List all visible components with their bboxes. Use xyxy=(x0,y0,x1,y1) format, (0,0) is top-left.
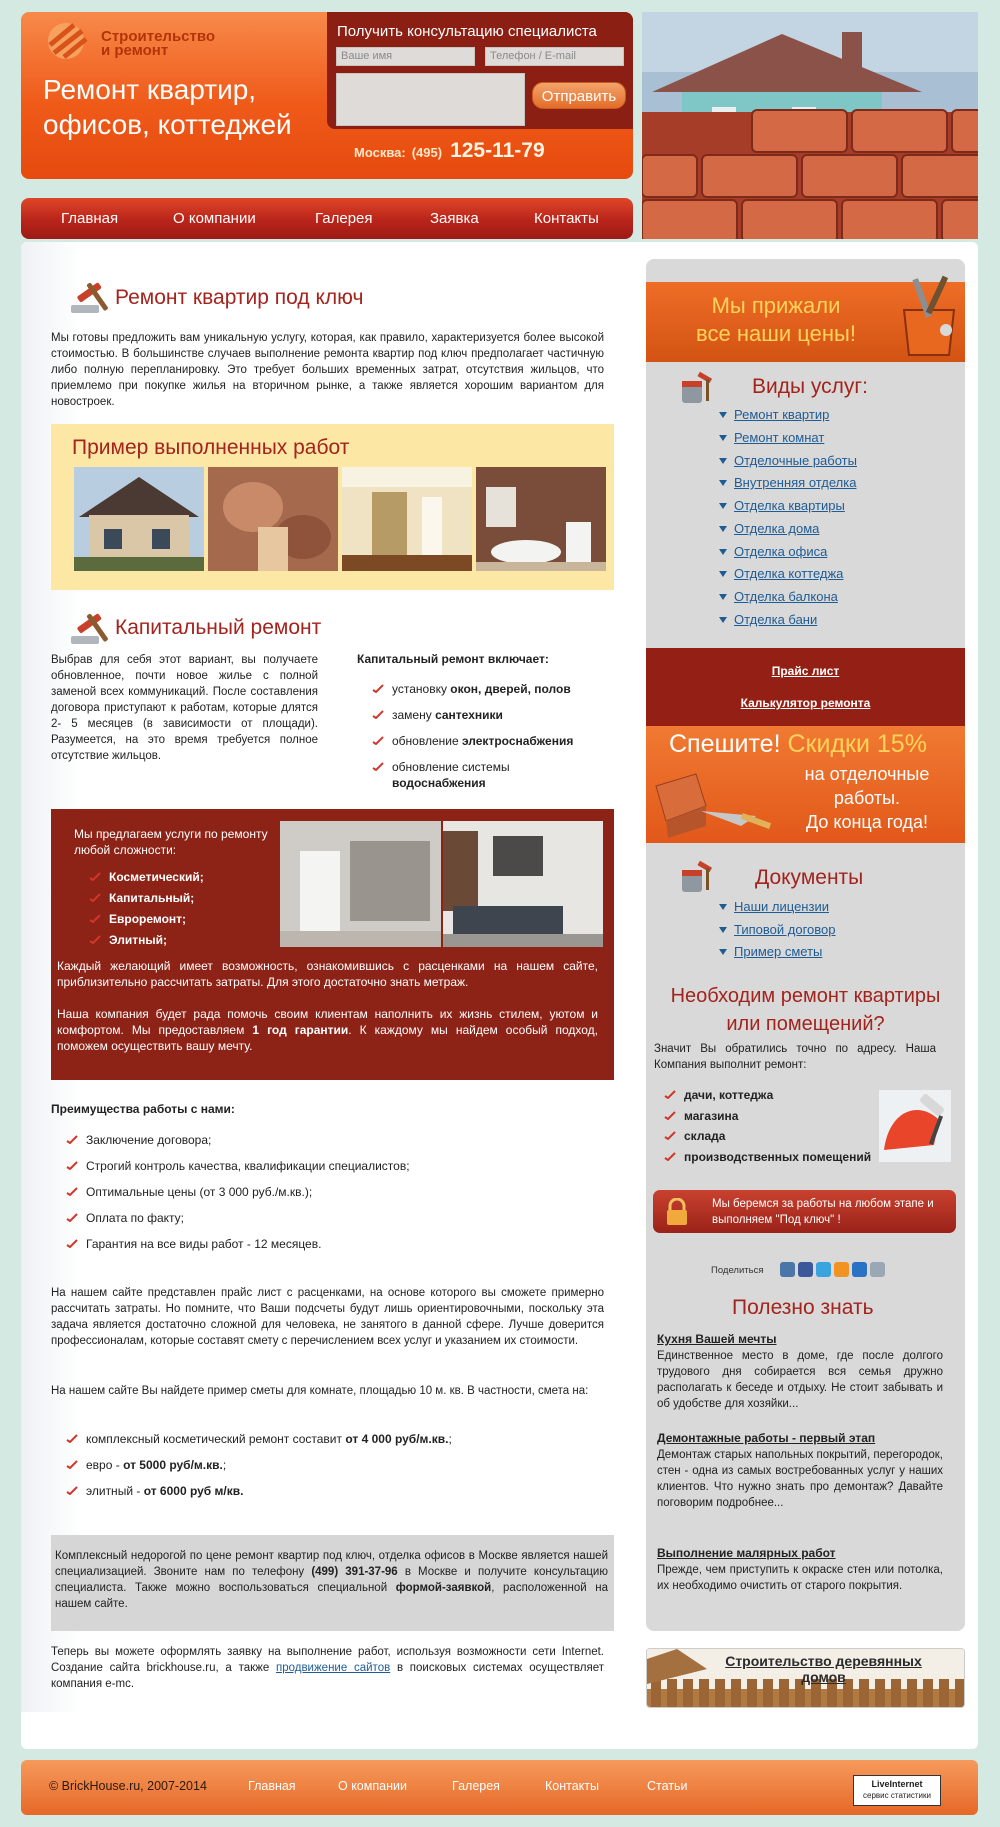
arrow-down-icon xyxy=(719,617,727,623)
list-item: Евроремонт; xyxy=(89,911,186,927)
mailru-icon[interactable] xyxy=(852,1262,867,1277)
check-icon xyxy=(372,762,384,771)
phone-contact xyxy=(354,139,545,163)
list-item: евро - от 5000 руб/м.кв.; xyxy=(66,1457,226,1473)
documents-title: Документы xyxy=(755,866,864,889)
liveinternet-counter[interactable]: LiveInternet сервис статистики xyxy=(853,1775,941,1806)
logo-line-2: и ремонт xyxy=(101,42,169,59)
examples-block xyxy=(51,424,614,590)
example-house-photo[interactable] xyxy=(74,467,204,571)
final-text: Теперь вы можете оформлять заявку на выполнение работ, используя возможности сети Internet. Создание сайта brickhouse.ru, а также продвижение сайтов в поисковых системах осуществляет компания e-mc. xyxy=(51,1646,604,1690)
nav-about[interactable]: О компании xyxy=(173,210,256,227)
arrow-down-icon xyxy=(719,412,727,418)
article-title[interactable]: Выполнение малярных работ xyxy=(657,1546,836,1560)
service-link[interactable]: Отделка балкона xyxy=(734,589,838,604)
check-icon xyxy=(66,1239,78,1248)
share-label: Поделиться xyxy=(711,1265,764,1276)
nav-gallery[interactable]: Галерея xyxy=(315,210,373,227)
specialization-box xyxy=(51,1535,614,1631)
arrow-down-icon xyxy=(719,503,727,509)
examples-title: Пример выполненных работ xyxy=(72,436,350,459)
service-link[interactable]: Отделочные работы xyxy=(734,453,857,468)
check-icon xyxy=(664,1152,676,1161)
check-icon xyxy=(66,1135,78,1144)
promo2-text: на отделочные работы. До конца года! xyxy=(804,764,930,832)
tool-bag-icon xyxy=(894,270,964,360)
arrow-down-icon xyxy=(719,594,727,600)
price-list-link[interactable]: Прайс лист xyxy=(771,664,840,678)
turnkey-notice-text: Мы беремся за работы на любом этапе и выполняем "Под ключ" ! xyxy=(712,1198,934,1226)
capital-text: Выбрав для себя этот вариант, вы получаете обновленное, почти новое жилье с полной заменой всех коммуникаций. После составления договора приступают к работам, которые длятся 2- 5 месяцев (в зависимости от площади). Разумеется, на это время требуется полное отсутствие жильцов. xyxy=(51,654,318,762)
footer-link-home[interactable]: Главная xyxy=(248,1779,296,1793)
service-link[interactable]: Ремонт комнат xyxy=(734,430,824,445)
arrow-down-icon xyxy=(719,949,727,955)
service-link[interactable]: Ремонт квартир xyxy=(734,407,829,422)
article-text: Демонтаж старых напольных покрытий, перегородок, стен - одна из самых востребованных услуг у наших клиентов. Что нужно знать про демонтаж? Давайте поговорим подробнее... xyxy=(657,1449,943,1509)
paint-roller-icon xyxy=(879,1090,951,1162)
consultation-title: Получить консультацию специалиста xyxy=(337,23,597,40)
check-icon xyxy=(89,893,101,902)
service-link[interactable]: Отделка офиса xyxy=(734,544,827,559)
advantages-title: Преимущества работы с нами: xyxy=(51,1102,235,1116)
useful-title: Полезно знать xyxy=(732,1296,874,1319)
list-item: склада xyxy=(664,1128,725,1144)
logo-line-1: Строительство xyxy=(101,28,216,45)
article-title[interactable]: Демонтажные работы - первый этап xyxy=(657,1431,876,1445)
arrow-down-icon xyxy=(719,927,727,933)
vk-icon[interactable] xyxy=(780,1262,795,1277)
check-icon xyxy=(66,1187,78,1196)
arrow-down-icon xyxy=(719,480,727,486)
list-item: Строгий контроль качества, квалификации специалистов; xyxy=(66,1158,410,1174)
check-icon xyxy=(664,1111,676,1120)
footer-link-articles[interactable]: Статьи xyxy=(647,1779,688,1793)
share-buttons xyxy=(780,1262,900,1280)
check-icon xyxy=(66,1434,78,1443)
header-slogan xyxy=(43,72,333,142)
list-item: обновление электроснабжения xyxy=(372,733,612,749)
estimate-text: На нашем сайте Вы найдете пример сметы для комнате, площадью 10 м. кв. В частности, смета на: xyxy=(51,1385,589,1397)
article-text: Единственное место в доме, где после долгого трудового дня собирается вся семья дружно располагать к беседе и отдыху. Не стоит забывать и об удобстве для хозяйки... xyxy=(657,1350,943,1410)
check-icon xyxy=(664,1131,676,1140)
list-item: комплексный косметический ремонт составит от 4 000 руб/м.кв.; xyxy=(66,1431,452,1447)
paint-bucket-icon xyxy=(676,371,716,407)
offer-paragraph-1: Каждый желающий имеет возможность, ознакомившись с расценками на нашем сайте, приблизительно рассчитать затраты. Для этого достаточно знать метраж. xyxy=(57,959,598,989)
phone-code: (495) xyxy=(411,145,443,160)
list-item: обновление системы водоснабжения xyxy=(372,759,532,791)
check-icon xyxy=(664,1090,676,1099)
check-icon xyxy=(66,1486,78,1495)
list-item: Заключение договора; xyxy=(66,1132,211,1148)
brick-trowel-icon xyxy=(646,766,776,841)
sidebar-links-block xyxy=(646,648,965,726)
check-icon xyxy=(372,710,384,719)
service-link[interactable]: Внутренняя отделка xyxy=(734,475,856,490)
article-title[interactable]: Кухня Вашей мечты xyxy=(657,1332,777,1346)
seo-link[interactable]: продвижение сайтов xyxy=(275,1662,391,1674)
check-icon xyxy=(372,684,384,693)
check-icon xyxy=(89,914,101,923)
nav-request[interactable]: Заявка xyxy=(430,210,479,227)
twitter-icon[interactable] xyxy=(816,1262,831,1277)
paint-bucket-icon xyxy=(676,860,716,896)
check-icon xyxy=(66,1460,78,1469)
hero-house-image xyxy=(642,12,978,239)
interior-photo-2[interactable] xyxy=(443,821,603,947)
turnkey-text: Мы готовы предложить вам уникальную услугу, которая, как правило, характеризуется более высокой стоимостью. В большинстве случаев выполнение ремонта квартир под ключ предполагает частичную либо полную перепланировку. Это требует больших временных затрат, отсутствия жильцов, что приемлемо при покупке жилья на вторичном рынке, а также является хорошим вариантом для новостроек. xyxy=(51,332,604,408)
check-icon xyxy=(372,736,384,745)
document-link[interactable]: Пример сметы xyxy=(734,944,822,959)
promo2-headline: Спешите! Скидки 15% xyxy=(669,730,927,758)
calculator-link[interactable]: Калькулятор ремонта xyxy=(740,696,871,710)
offer-intro: Мы предлагаем услуги по ремонту любой сложности: xyxy=(74,827,268,857)
article-text: Прежде, чем приступить к окраске стен или потолка, их необходимо очистить от старого покрытия. xyxy=(657,1564,943,1592)
check-icon xyxy=(66,1213,78,1222)
consultation-form xyxy=(327,12,633,129)
footer-link-contacts[interactable]: Контакты xyxy=(545,1779,599,1793)
message-textarea[interactable] xyxy=(336,73,525,126)
offer-paragraph-2: Наша компания будет рада помочь своим клиентам наполнить их жизнь стилем, уютом и комфортом. Мы предоставляем 1 год гарантии. К каждому мы найдем особый подход, поможем осуществить вашу мечту. xyxy=(57,1007,598,1053)
phone-city: Москва: xyxy=(354,145,406,160)
send-button[interactable]: Отправить xyxy=(532,82,626,109)
hammer-icon xyxy=(70,279,112,315)
turnkey-notice[interactable] xyxy=(653,1190,956,1233)
odnoklassniki-icon[interactable] xyxy=(834,1262,849,1277)
need-repair-title: Необходим ремонт квартиры или помещений? xyxy=(670,985,941,1035)
list-item: Оптимальные цены (от 3 000 руб./м.кв.); xyxy=(66,1184,312,1200)
capital-title: Капитальный ремонт xyxy=(115,616,322,639)
list-item: Элитный; xyxy=(89,932,167,948)
example-hallway-photo[interactable] xyxy=(342,467,472,571)
facebook-icon[interactable] xyxy=(798,1262,813,1277)
list-item: магазина xyxy=(664,1108,738,1124)
footer-link-about[interactable]: О компании xyxy=(338,1779,407,1793)
list-item: Капитальный; xyxy=(89,890,194,906)
phone-email-input[interactable]: Телефон / E-mail xyxy=(485,47,624,66)
service-link[interactable]: Отделка квартиры xyxy=(734,498,845,513)
slogan-line-2: офисов, коттеджей xyxy=(43,109,292,140)
arrow-down-icon xyxy=(719,458,727,464)
list-item: Косметический; xyxy=(89,869,204,885)
name-input[interactable]: Ваше имя xyxy=(336,47,475,66)
discount-promo-banner[interactable] xyxy=(646,726,965,843)
price-promo-banner[interactable] xyxy=(646,282,965,362)
nav-home[interactable]: Главная xyxy=(61,210,119,227)
list-item: замену сантехники xyxy=(372,707,612,723)
list-item: дачи, коттеджа xyxy=(664,1087,773,1103)
hammer-icon xyxy=(70,610,112,646)
promo1-text: Мы прижали все наши цены! xyxy=(696,293,856,346)
phone-number: 125-11-79 xyxy=(450,139,545,162)
logo-text xyxy=(101,30,261,58)
capital-includes-title: Капитальный ремонт включает: xyxy=(357,652,549,666)
arrow-down-icon xyxy=(719,549,727,555)
document-link[interactable]: Наши лицензии xyxy=(734,899,829,914)
check-icon xyxy=(89,872,101,881)
arrow-down-icon xyxy=(719,904,727,910)
service-link[interactable]: Отделка коттеджа xyxy=(734,566,843,581)
wooden-houses-banner[interactable] xyxy=(646,1648,965,1708)
service-link[interactable]: Отделка дома xyxy=(734,521,819,536)
list-item: установку окон, дверей, полов xyxy=(372,681,612,697)
list-item: Оплата по факту; xyxy=(66,1210,184,1226)
wooden-houses-title: Строительство деревянных домов xyxy=(725,1653,922,1685)
livejournal-icon[interactable] xyxy=(870,1262,885,1277)
logo-stripes-icon xyxy=(44,21,94,59)
footer-link-gallery[interactable]: Галерея xyxy=(452,1779,500,1793)
offer-box xyxy=(51,809,614,1080)
list-item: элитный - от 6000 руб м/кв. xyxy=(66,1483,243,1499)
arrow-down-icon xyxy=(719,435,727,441)
main-nav xyxy=(21,198,633,239)
list-item: производственных помещений xyxy=(664,1149,871,1165)
footer xyxy=(21,1760,978,1815)
copyright: © BrickHouse.ru, 2007-2014 xyxy=(49,1779,207,1793)
price-text: На нашем сайте представлен прайс лист с расценками, на основе которого вы сможете примерно рассчитать затраты. Но помните, что Ваши подсчеты будут лишь ориентировочными, поскольку эта задача является достаточно сложной для человека, не занятого в данной сфере. Лучше доверится профессионалам, которые составят смету с перечислением всех услуг и указанием их стоимости. xyxy=(51,1287,604,1347)
arrow-down-icon xyxy=(719,526,727,532)
document-link[interactable]: Типовой договор xyxy=(734,922,836,937)
specialization-text: Комплексный недорогой по цене ремонт квартир под ключ, отделка офисов в Москве является нашей специализацией. Звоните нам по телефону (499) 391-37-96 в Москве и получите консультацию специалиста. Также можно воспользоваться специальной формой-заявкой, расположенной на нашем сайте. xyxy=(55,1550,608,1610)
need-repair-text: Значит Вы обратились точно по адресу. Наша Компания выполнит ремонт: xyxy=(654,1043,936,1071)
example-bathroom-photo[interactable] xyxy=(476,467,606,571)
example-stone-wall-photo[interactable] xyxy=(208,467,338,571)
service-link[interactable]: Отделка бани xyxy=(734,612,817,627)
check-icon xyxy=(89,935,101,944)
interior-photo-1[interactable] xyxy=(280,821,441,947)
check-icon xyxy=(66,1161,78,1170)
list-item: Гарантия на все виды работ - 12 месяцев. xyxy=(66,1236,321,1252)
services-title: Виды услуг: xyxy=(752,375,868,398)
turnkey-title: Ремонт квартир под ключ xyxy=(115,286,364,309)
lock-icon xyxy=(664,1198,690,1226)
nav-contacts[interactable]: Контакты xyxy=(534,210,599,227)
slogan-line-1: Ремонт квартир, xyxy=(43,74,257,105)
arrow-down-icon xyxy=(719,571,727,577)
